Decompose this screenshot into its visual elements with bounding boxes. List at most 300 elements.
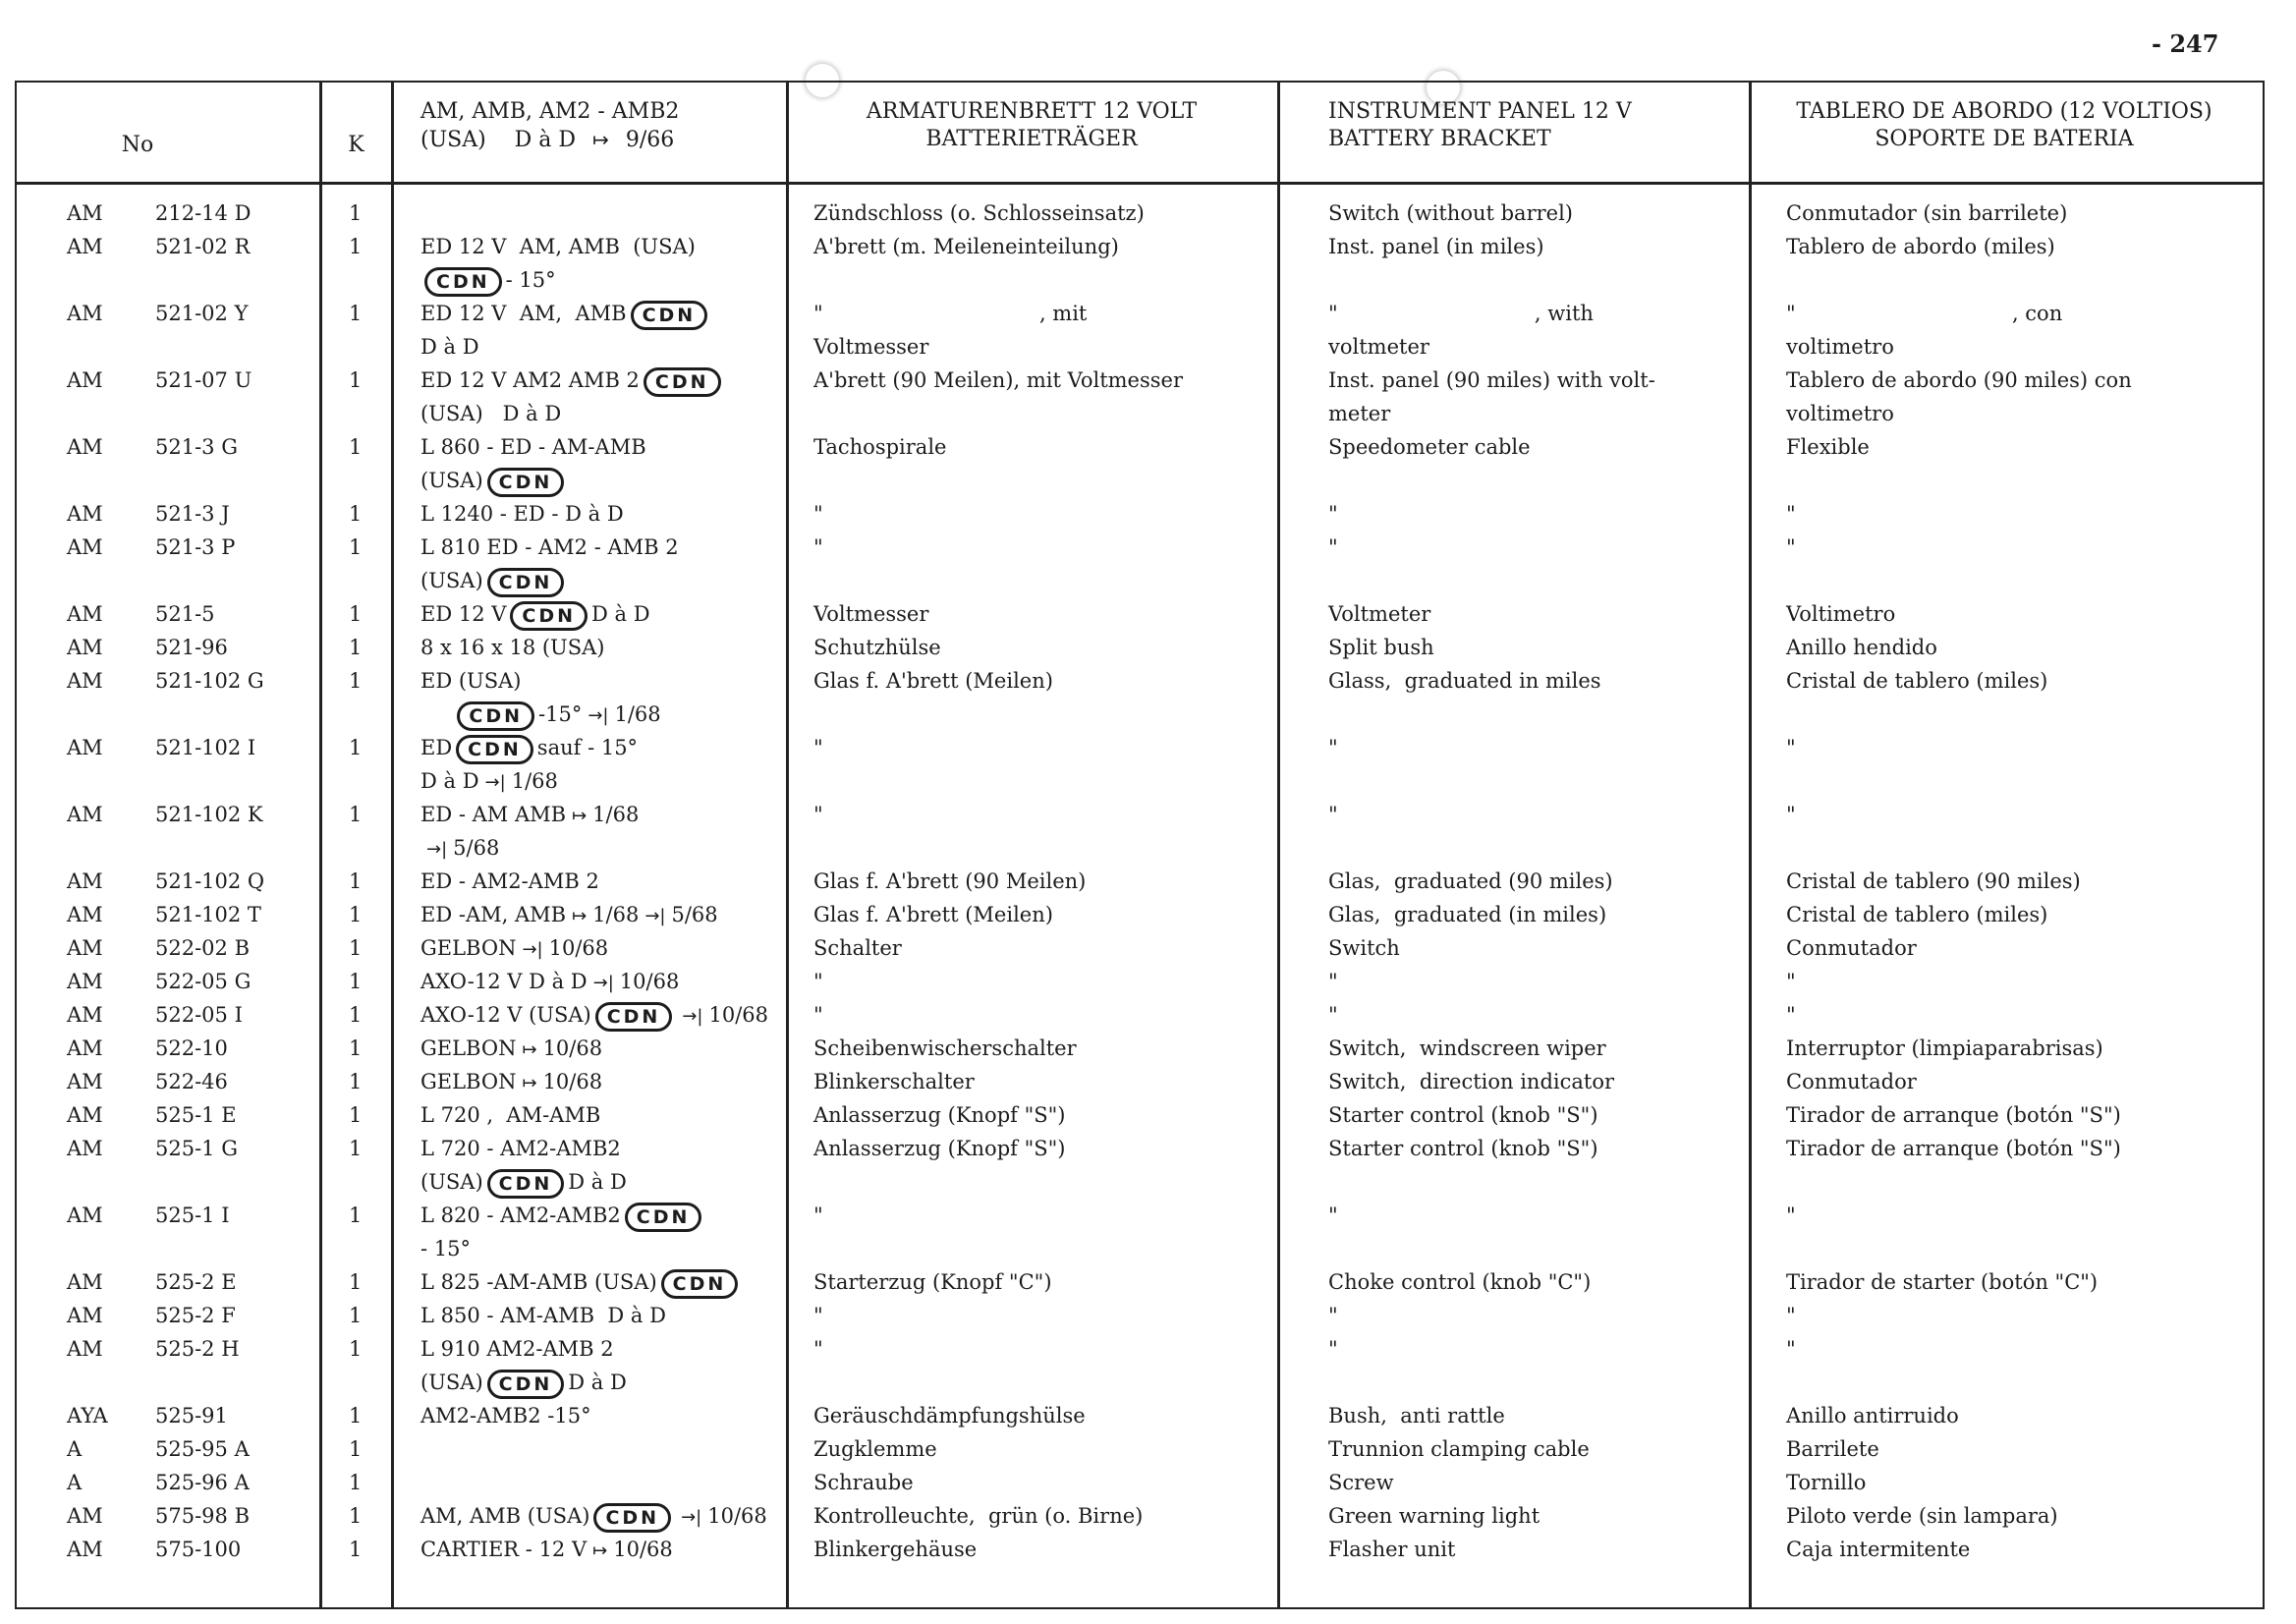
description-spanish: Anillo antirruido xyxy=(1786,1404,1959,1428)
applicability xyxy=(420,631,605,664)
applicability-text: 1/68 xyxy=(511,769,558,793)
applicability xyxy=(420,798,639,833)
part-prefix: AM xyxy=(67,502,103,526)
header-applicability xyxy=(420,98,784,154)
table-row xyxy=(0,263,2296,297)
description-english: Glas, graduated (in miles) xyxy=(1328,903,1607,926)
cdn-badge: CDN xyxy=(456,735,533,764)
quantity: 1 xyxy=(349,1204,363,1227)
description-german: Glas f. A'brett (90 Meilen) xyxy=(813,869,1087,893)
table-row xyxy=(0,1366,2296,1399)
quantity: 1 xyxy=(349,1404,363,1428)
header-german-line1: ARMATURENBRETT 12 VOLT xyxy=(866,99,1198,124)
description-english: " xyxy=(1328,1204,1338,1227)
quantity: 1 xyxy=(349,803,363,826)
arrow-icon: ↦ xyxy=(522,1073,537,1093)
table-row xyxy=(0,865,2296,898)
part-number: 521-5 xyxy=(155,602,215,626)
description-english: Speedometer cable xyxy=(1328,435,1531,459)
part-prefix: AM xyxy=(67,970,103,993)
description-german: " xyxy=(813,1204,823,1227)
header-spanish xyxy=(1754,98,2255,153)
header-applicability-line2 xyxy=(420,126,784,154)
description-german: Glas f. A'brett (Meilen) xyxy=(813,669,1053,693)
quantity: 1 xyxy=(349,970,363,993)
description-german: " xyxy=(813,502,823,526)
applicability-text xyxy=(420,702,453,726)
header-applicability-usa: (USA) xyxy=(420,128,486,152)
applicability-text: ED (USA) xyxy=(420,669,522,693)
applicability-text: ED 12 V AM, AMB xyxy=(420,302,627,325)
table-row xyxy=(0,931,2296,965)
description-spanish: Cristal de tablero (miles) xyxy=(1786,903,2048,926)
description-spanish: Barrilete xyxy=(1786,1437,1879,1461)
table-row xyxy=(0,1165,2296,1199)
applicability-text: D à D xyxy=(420,769,479,793)
applicability-text: (USA) xyxy=(420,1371,483,1394)
table-row xyxy=(0,297,2296,330)
header-no: No xyxy=(121,133,154,157)
applicability xyxy=(420,831,499,867)
description-spanish: Conmutador xyxy=(1786,936,1917,960)
applicability xyxy=(420,1332,614,1366)
applicability xyxy=(420,1299,666,1332)
header-german xyxy=(806,98,1258,153)
applicability-text: 5/68 xyxy=(453,836,500,860)
part-number: 525-1 G xyxy=(155,1137,238,1160)
applicability-text: L 720 - AM2-AMB2 xyxy=(420,1137,621,1160)
description-english: Voltmeter xyxy=(1328,602,1431,626)
table-row xyxy=(0,1065,2296,1098)
description-german: Blinkergehäuse xyxy=(813,1538,978,1561)
part-prefix: AM xyxy=(67,602,103,626)
applicability xyxy=(420,865,599,898)
description-english: Starter control (knob "S") xyxy=(1328,1103,1598,1127)
applicability-text: L 860 - ED - AM-AMB xyxy=(420,435,646,459)
description-spanish: Flexible xyxy=(1786,435,1870,459)
description-spanish: Voltimetro xyxy=(1786,602,1896,626)
description-german: Scheibenwischerschalter xyxy=(813,1036,1077,1060)
table-row xyxy=(0,898,2296,931)
description-english: Glass, graduated in miles xyxy=(1328,669,1601,693)
part-prefix: AM xyxy=(67,435,103,459)
applicability xyxy=(420,497,624,531)
applicability xyxy=(420,297,711,330)
applicability-text: ED 12 V xyxy=(420,602,507,626)
description-german: " xyxy=(813,736,823,759)
description-english: Choke control (knob "C") xyxy=(1328,1270,1592,1294)
description-english: Switch, windscreen wiper xyxy=(1328,1036,1606,1060)
applicability-text: 10/68 xyxy=(542,1070,603,1093)
applicability xyxy=(420,430,646,464)
description-english: Inst. panel (in miles) xyxy=(1328,235,1544,258)
quantity: 1 xyxy=(349,669,363,693)
description-english: Bush, anti rattle xyxy=(1328,1404,1505,1428)
description-spanish: " xyxy=(1786,502,1796,526)
arrow-icon: →| xyxy=(682,1006,703,1027)
description-german: Geräuschdämpfungshülse xyxy=(813,1404,1086,1428)
table-row xyxy=(0,1499,2296,1533)
part-prefix: AM xyxy=(67,936,103,960)
arrow-icon: →| xyxy=(426,839,448,860)
description-german: " xyxy=(813,970,823,993)
applicability xyxy=(420,1132,621,1165)
description-spanish: Caja intermitente xyxy=(1786,1538,1971,1561)
description-english: " , with xyxy=(1328,302,1594,325)
applicability-text: sauf - 15° xyxy=(536,736,639,759)
table-row xyxy=(0,698,2296,731)
table-row xyxy=(0,196,2296,230)
description-spanish: " , con xyxy=(1786,302,2063,325)
description-spanish: Piloto verde (sin lampara) xyxy=(1786,1504,2058,1528)
header-english xyxy=(1328,98,1741,153)
header-applicability-line1: AM, AMB, AM2 - AMB2 xyxy=(420,99,680,124)
header-german-line2: BATTERIETRÄGER xyxy=(925,127,1138,151)
applicability-text: L 1240 - ED - D à D xyxy=(420,502,624,526)
arrow-icon: →| xyxy=(592,973,614,993)
description-english: " xyxy=(1328,1003,1338,1027)
applicability xyxy=(420,1232,471,1265)
table-row xyxy=(0,1399,2296,1432)
table-row xyxy=(0,597,2296,631)
quantity: 1 xyxy=(349,1036,363,1060)
applicability xyxy=(420,397,561,430)
applicability-text: 1/68 xyxy=(592,803,640,826)
description-german: Kontrolleuchte, grün (o. Birne) xyxy=(813,1504,1144,1528)
description-german: Schalter xyxy=(813,936,902,960)
part-number: 212-14 D xyxy=(155,201,252,225)
quantity: 1 xyxy=(349,1003,363,1027)
description-english: " xyxy=(1328,535,1338,559)
cdn-badge: CDN xyxy=(510,601,588,631)
applicability xyxy=(420,230,696,263)
description-english: Flasher unit xyxy=(1328,1538,1456,1561)
applicability xyxy=(420,1499,767,1535)
description-spanish: voltimetro xyxy=(1786,335,1894,359)
table-row xyxy=(0,430,2296,464)
page-number: - 247 xyxy=(2152,29,2219,58)
applicability-text: L 825 -AM-AMB (USA) xyxy=(420,1270,657,1294)
part-number: 522-10 xyxy=(155,1036,228,1060)
part-prefix: AM xyxy=(67,1304,103,1327)
description-german: Blinkerschalter xyxy=(813,1070,975,1093)
part-number: 521-102 I xyxy=(155,736,256,759)
table-row xyxy=(0,965,2296,998)
applicability-text: 1/68 xyxy=(592,903,640,926)
applicability-text: (USA) xyxy=(420,569,483,592)
description-english: " xyxy=(1328,1304,1338,1327)
arrow-icon: →| xyxy=(588,705,609,726)
table-row xyxy=(0,1533,2296,1566)
table-row xyxy=(0,1299,2296,1332)
applicability xyxy=(420,1199,705,1232)
applicability xyxy=(420,564,568,597)
applicability xyxy=(420,931,608,967)
applicability xyxy=(420,764,558,800)
description-spanish: Interruptor (limpiaparabrisas) xyxy=(1786,1036,2103,1060)
part-number: 521-3 G xyxy=(155,435,238,459)
part-number: 521-102 G xyxy=(155,669,264,693)
applicability-text: L 810 ED - AM2 - AMB 2 xyxy=(420,535,679,559)
part-prefix: AM xyxy=(67,1204,103,1227)
quantity: 1 xyxy=(349,1538,363,1561)
header-divider xyxy=(15,182,2265,185)
description-english: " xyxy=(1328,803,1338,826)
applicability xyxy=(420,898,718,933)
cdn-badge: CDN xyxy=(487,1370,565,1399)
part-prefix: AM xyxy=(67,803,103,826)
quantity: 1 xyxy=(349,1137,363,1160)
description-german: Schutzhülse xyxy=(813,636,941,659)
part-number: 521-3 J xyxy=(155,502,230,526)
applicability-text: AM, AMB (USA) xyxy=(420,1504,590,1528)
table-row xyxy=(0,998,2296,1032)
table-row xyxy=(0,831,2296,865)
part-prefix: AYA xyxy=(67,1404,108,1428)
applicability-text: L 910 AM2-AMB 2 xyxy=(420,1337,614,1361)
part-number: 575-100 xyxy=(155,1538,242,1561)
cdn-badge: CDN xyxy=(593,1503,671,1533)
arrow-icon: ↦ xyxy=(572,906,588,926)
quantity: 1 xyxy=(349,903,363,926)
cdn-badge: CDN xyxy=(457,701,534,731)
description-spanish: " xyxy=(1786,1204,1796,1227)
applicability-text: GELBON xyxy=(420,1070,517,1093)
description-english: voltmeter xyxy=(1328,335,1429,359)
table-row xyxy=(0,230,2296,263)
cdn-badge: CDN xyxy=(487,468,565,497)
quantity: 1 xyxy=(349,869,363,893)
part-prefix: AM xyxy=(67,1337,103,1361)
cdn-badge: CDN xyxy=(487,1169,565,1199)
part-number: 522-05 I xyxy=(155,1003,243,1027)
part-prefix: AM xyxy=(67,869,103,893)
description-spanish: voltimetro xyxy=(1786,402,1894,425)
applicability xyxy=(420,330,479,364)
applicability xyxy=(420,1533,673,1568)
quantity: 1 xyxy=(349,368,363,392)
quantity: 1 xyxy=(349,1103,363,1127)
part-prefix: AM xyxy=(67,302,103,325)
applicability-text: AM2-AMB2 -15° xyxy=(420,1404,591,1428)
part-prefix: AM xyxy=(67,1504,103,1528)
applicability-text: L 720 , AM-AMB xyxy=(420,1103,601,1127)
description-english: Split bush xyxy=(1328,636,1434,659)
part-number: 525-2 F xyxy=(155,1304,236,1327)
description-english: Inst. panel (90 miles) with volt- xyxy=(1328,368,1655,392)
description-german: " xyxy=(813,1337,823,1361)
part-number: 521-02 R xyxy=(155,235,251,258)
description-english: Switch xyxy=(1328,936,1400,960)
arrow-icon: →| xyxy=(522,939,543,960)
description-spanish: Tornillo xyxy=(1786,1471,1867,1494)
applicability-text: ED 12 V AM2 AMB 2 xyxy=(420,368,640,392)
description-german: " , mit xyxy=(813,302,1088,325)
arrow-icon: ↦ xyxy=(522,1039,537,1060)
part-number: 525-96 A xyxy=(155,1471,250,1494)
quantity: 1 xyxy=(349,235,363,258)
applicability-text: -15° xyxy=(538,702,583,726)
part-number: 521-3 P xyxy=(155,535,236,559)
part-prefix: AM xyxy=(67,235,103,258)
part-prefix: AM xyxy=(67,1103,103,1127)
applicability xyxy=(420,731,638,764)
applicability-text: - 15° xyxy=(420,1237,471,1260)
quantity: 1 xyxy=(349,602,363,626)
description-spanish: Tablero de abordo (90 miles) con xyxy=(1786,368,2132,392)
applicability-text: ED 12 V AM, AMB (USA) xyxy=(420,235,696,258)
quantity: 1 xyxy=(349,1270,363,1294)
applicability-text: - 15° xyxy=(505,268,556,292)
cdn-badge: CDN xyxy=(595,1002,673,1032)
header-spanish-line1: TABLERO DE ABORDO (12 VOLTIOS) xyxy=(1796,99,2212,124)
part-prefix: AM xyxy=(67,535,103,559)
cdn-badge: CDN xyxy=(625,1203,702,1232)
description-spanish: " xyxy=(1786,1337,1796,1361)
applicability xyxy=(420,1032,602,1067)
header-english-line2: BATTERY BRACKET xyxy=(1328,127,1551,151)
part-number: 575-98 B xyxy=(155,1504,251,1528)
description-german: Zugklemme xyxy=(813,1437,937,1461)
part-number: 521-102 T xyxy=(155,903,261,926)
part-number: 525-2 E xyxy=(155,1270,237,1294)
part-prefix: AM xyxy=(67,1036,103,1060)
description-english: Switch (without barrel) xyxy=(1328,201,1573,225)
applicability-text: 10/68 xyxy=(708,1003,769,1027)
applicability xyxy=(420,364,725,397)
part-number: 521-96 xyxy=(155,636,228,659)
description-german: Anlasserzug (Knopf "S") xyxy=(813,1137,1066,1160)
applicability xyxy=(420,531,679,564)
quantity: 1 xyxy=(349,936,363,960)
applicability-text: D à D xyxy=(568,1170,627,1194)
description-german: Zündschloss (o. Schlosseinsatz) xyxy=(813,201,1145,225)
applicability-text: 10/68 xyxy=(548,936,609,960)
header-english-line1: INSTRUMENT PANEL 12 V xyxy=(1328,99,1632,124)
part-prefix: AM xyxy=(67,1538,103,1561)
applicability xyxy=(420,698,661,733)
description-spanish: Tirador de starter (botón "C") xyxy=(1786,1270,2099,1294)
applicability-text: (USA) xyxy=(420,1170,483,1194)
description-german: Glas f. A'brett (Meilen) xyxy=(813,903,1053,926)
applicability xyxy=(420,597,650,631)
description-spanish: Tirador de arranque (botón "S") xyxy=(1786,1137,2121,1160)
applicability-text: 10/68 xyxy=(619,970,680,993)
header-applicability-dad: D à D xyxy=(514,128,577,152)
applicability xyxy=(420,263,556,297)
part-number: 522-46 xyxy=(155,1070,228,1093)
table-row xyxy=(0,330,2296,364)
arrow-icon: ↦ xyxy=(572,806,588,826)
applicability xyxy=(420,464,568,497)
description-german: " xyxy=(813,1003,823,1027)
part-number: 522-02 B xyxy=(155,936,251,960)
part-number: 521-102 K xyxy=(155,803,263,826)
table-row xyxy=(0,1466,2296,1499)
description-german: " xyxy=(813,535,823,559)
applicability-text: AXO-12 V (USA) xyxy=(420,1003,591,1027)
part-prefix: AM xyxy=(67,1070,103,1093)
quantity: 1 xyxy=(349,736,363,759)
arrow-icon: →| xyxy=(681,1507,702,1528)
description-spanish: " xyxy=(1786,970,1796,993)
description-spanish: " xyxy=(1786,803,1796,826)
applicability-text: ED -AM, AMB xyxy=(420,903,567,926)
description-spanish: Cristal de tablero (90 miles) xyxy=(1786,869,2081,893)
table-row xyxy=(0,664,2296,698)
description-german: " xyxy=(813,1304,823,1327)
table-row xyxy=(0,464,2296,497)
description-german: Voltmesser xyxy=(813,602,929,626)
part-prefix: AM xyxy=(67,1003,103,1027)
applicability xyxy=(420,1399,591,1432)
arrow-icon: →| xyxy=(644,906,666,926)
part-number: 525-1 E xyxy=(155,1103,237,1127)
applicability-text: L 850 - AM-AMB D à D xyxy=(420,1304,666,1327)
description-english: " xyxy=(1328,502,1338,526)
table-row xyxy=(0,1332,2296,1366)
quantity: 1 xyxy=(349,636,363,659)
description-english: Green warning light xyxy=(1328,1504,1540,1528)
applicability-text: AXO-12 V D à D xyxy=(420,970,588,993)
quantity: 1 xyxy=(349,1437,363,1461)
applicability xyxy=(420,1265,742,1299)
applicability-text: L 820 - AM2-AMB2 xyxy=(420,1204,621,1227)
arrow-icon: ↦ xyxy=(592,128,609,151)
applicability-text: ED - AM AMB xyxy=(420,803,567,826)
applicability-text: (USA) xyxy=(420,469,483,492)
cdn-badge: CDN xyxy=(644,367,721,397)
table-row xyxy=(0,497,2296,531)
applicability-text: (USA) D à D xyxy=(420,402,562,425)
part-prefix: AM xyxy=(67,736,103,759)
quantity: 1 xyxy=(349,1504,363,1528)
part-prefix: A xyxy=(67,1471,83,1494)
applicability-text: GELBON xyxy=(420,1036,517,1060)
table-row xyxy=(0,1199,2296,1232)
description-english: Glas, graduated (90 miles) xyxy=(1328,869,1613,893)
part-prefix: AM xyxy=(67,201,103,225)
quantity: 1 xyxy=(349,502,363,526)
applicability-text: 10/68 xyxy=(542,1036,603,1060)
part-number: 521-02 Y xyxy=(155,302,249,325)
part-number: 525-1 I xyxy=(155,1204,230,1227)
part-number: 522-05 G xyxy=(155,970,252,993)
arrow-icon: ↦ xyxy=(592,1540,608,1561)
quantity: 1 xyxy=(349,201,363,225)
quantity: 1 xyxy=(349,535,363,559)
applicability-text: GELBON xyxy=(420,936,517,960)
quantity: 1 xyxy=(349,1304,363,1327)
applicability-text: ED xyxy=(420,736,453,759)
applicability-text: 5/68 xyxy=(671,903,718,926)
description-spanish: Anillo hendido xyxy=(1786,636,1937,659)
applicability-text: D à D xyxy=(420,335,479,359)
part-prefix: AM xyxy=(67,636,103,659)
description-spanish: Tirador de arranque (botón "S") xyxy=(1786,1103,2121,1127)
description-spanish: " xyxy=(1786,1304,1796,1327)
description-german: Anlasserzug (Knopf "S") xyxy=(813,1103,1066,1127)
quantity: 1 xyxy=(349,1337,363,1361)
header-applicability-date: 9/66 xyxy=(625,128,675,152)
description-spanish: " xyxy=(1786,736,1796,759)
part-prefix: AM xyxy=(67,368,103,392)
applicability xyxy=(420,664,521,698)
description-spanish: Tablero de abordo (miles) xyxy=(1786,235,2055,258)
description-english: " xyxy=(1328,970,1338,993)
table-row xyxy=(0,364,2296,397)
part-prefix: A xyxy=(67,1437,83,1461)
